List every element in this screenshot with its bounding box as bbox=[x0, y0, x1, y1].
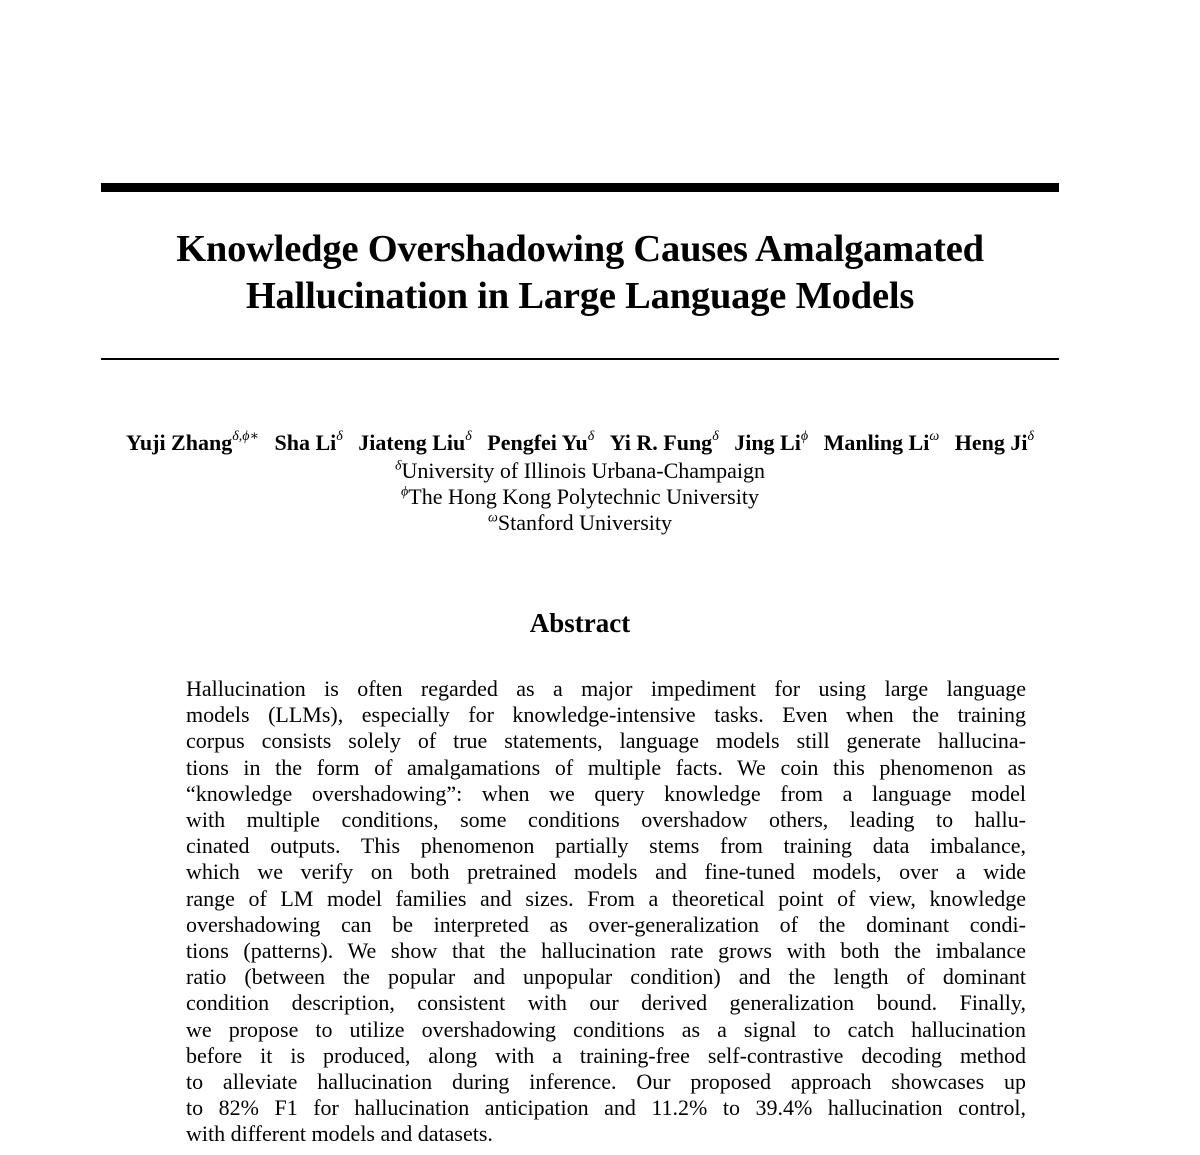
author-affil-mark: δ bbox=[465, 428, 472, 444]
abstract-line: corpus consists solely of true statements, language models still generate hallucina- bbox=[186, 728, 1026, 754]
abstract-heading: Abstract bbox=[529, 608, 631, 638]
paper-title bbox=[101, 226, 1059, 320]
abstract-line: tions (patterns). We show that the hallucination rate grows with both the imbalance bbox=[186, 938, 1026, 964]
author-affil-mark: δ,ϕ∗ bbox=[232, 428, 259, 444]
author-affil-mark: δ bbox=[712, 428, 719, 444]
author-name: Sha Li bbox=[274, 430, 337, 455]
affiliation bbox=[101, 484, 1059, 510]
author bbox=[126, 430, 259, 455]
author-name: Pengfei Yu bbox=[487, 430, 588, 455]
affiliation-mark: ϕ bbox=[401, 484, 409, 500]
affiliation-name: Stanford University bbox=[497, 510, 673, 535]
abstract-line: we propose to utilize overshadowing conditions as a signal to catch hallucination bbox=[186, 1016, 1026, 1042]
abstract-line: models (LLMs), especially for knowledge-intensive tasks. Even when the training bbox=[186, 702, 1026, 728]
affiliation bbox=[101, 458, 1059, 484]
affiliation-mark: δ bbox=[394, 458, 402, 474]
author-name: Heng Ji bbox=[954, 430, 1028, 455]
affiliation-list bbox=[101, 458, 1059, 536]
author bbox=[487, 430, 594, 455]
title-line-2: Hallucination in Large Language Models bbox=[245, 275, 915, 317]
author-affil-mark: δ bbox=[336, 428, 343, 444]
abstract-line: tions in the form of amalgamations of multiple facts. We coin this phenomenon as bbox=[186, 754, 1026, 780]
abstract-line: which we verify on both pretrained models and fine-tuned models, over a wide bbox=[186, 859, 1026, 885]
affiliation-mark: ω bbox=[487, 510, 498, 526]
author bbox=[955, 430, 1034, 455]
abstract-line: range of LM model families and sizes. From a theoretical point of view, knowledge bbox=[186, 885, 1026, 911]
title-top-rule bbox=[101, 183, 1059, 192]
author-name: Jiateng Liu bbox=[358, 430, 466, 455]
author-name: Yi R. Fung bbox=[609, 430, 713, 455]
author bbox=[734, 430, 808, 455]
author bbox=[610, 430, 719, 455]
title-bottom-rule bbox=[101, 358, 1059, 360]
abstract-line: ratio (between the popular and unpopular condition) and the length of dominant bbox=[186, 964, 1026, 990]
author bbox=[824, 430, 940, 455]
abstract-line: with different models and datasets. bbox=[186, 1121, 493, 1147]
author-affil-mark: ϕ bbox=[800, 428, 809, 444]
author-name: Yuji Zhang bbox=[126, 430, 233, 455]
author-name: Jing Li bbox=[734, 430, 801, 455]
author bbox=[274, 430, 342, 455]
affiliation-name: The Hong Kong Polytechnic University bbox=[408, 484, 759, 509]
abstract-line: to 82% F1 for hallucination anticipation and 11.2% to 39.4% hallucination control, bbox=[186, 1095, 1026, 1121]
abstract-line: overshadowing can be interpreted as over-generalization of the dominant condi- bbox=[186, 911, 1026, 937]
affiliation-name: University of Illinois Urbana-Champaign bbox=[401, 458, 766, 483]
abstract-line: before it is produced, along with a training-free self-contrastive decoding method bbox=[186, 1042, 1026, 1068]
abstract-line: “knowledge overshadowing”: when we query knowledge from a language model bbox=[186, 780, 1026, 806]
author-affil-mark: ω bbox=[929, 428, 940, 444]
abstract-line: condition description, consistent with our derived generalization bound. Finally, bbox=[186, 990, 1026, 1016]
abstract-body bbox=[186, 676, 1026, 1148]
author bbox=[358, 430, 471, 455]
abstract-line: to alleviate hallucination during inference. Our proposed approach showcases up bbox=[186, 1069, 1026, 1095]
affiliation bbox=[101, 510, 1059, 536]
author-affil-mark: δ bbox=[1027, 428, 1034, 444]
title-line-1: Knowledge Overshadowing Causes Amalgamated bbox=[176, 228, 984, 270]
abstract-line: with multiple conditions, some conditions overshadow others, leading to hallu- bbox=[186, 807, 1026, 833]
author-affil-mark: δ bbox=[587, 428, 595, 444]
abstract-line: Hallucination is often regarded as a major impediment for using large language bbox=[186, 676, 1026, 701]
abstract-line: cinated outputs. This phenomenon partially stems from training data imbalance, bbox=[186, 833, 1026, 859]
author-list bbox=[60, 428, 1100, 458]
author-name: Manling Li bbox=[823, 430, 930, 455]
